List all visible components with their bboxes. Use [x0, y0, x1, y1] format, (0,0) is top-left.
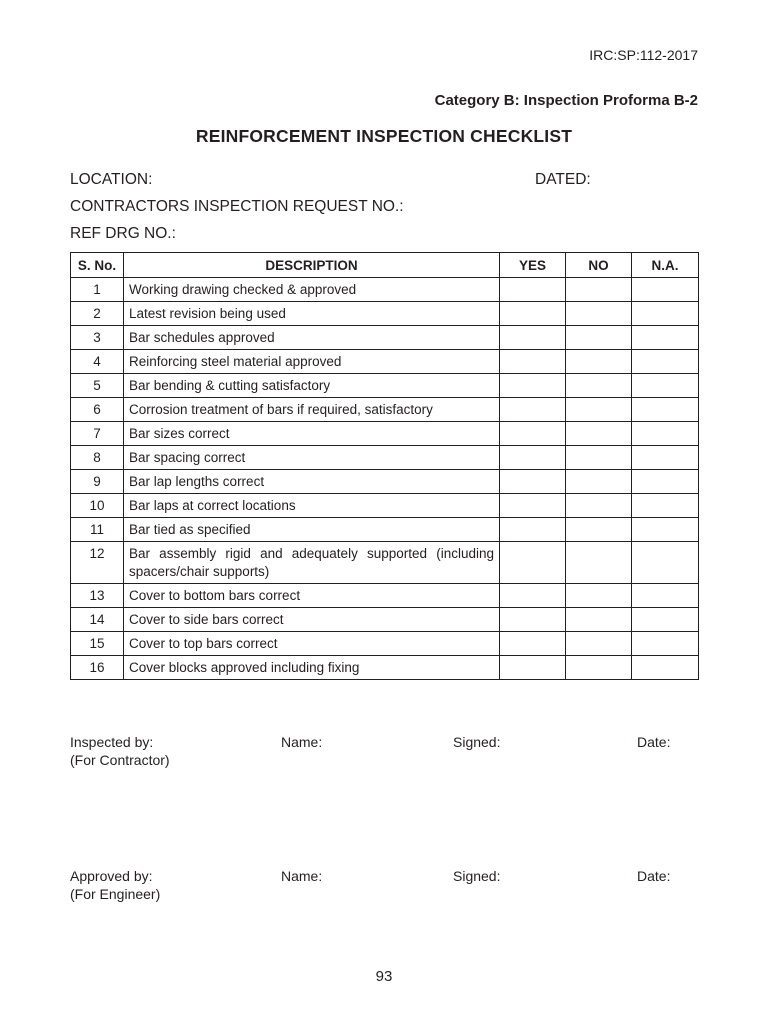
inspected-name-label: Name:: [281, 734, 323, 750]
check-cell-na[interactable]: [632, 518, 699, 542]
check-cell-no[interactable]: [566, 446, 632, 470]
table-row: [71, 518, 699, 542]
table-header-row: [71, 253, 699, 278]
check-cell-no[interactable]: [566, 608, 632, 632]
row-description: Bar lap lengths correct: [124, 470, 500, 494]
check-cell-no[interactable]: [566, 350, 632, 374]
check-cell-yes[interactable]: [500, 398, 566, 422]
check-cell-no[interactable]: [566, 656, 632, 680]
page-number: 93: [375, 968, 393, 985]
check-cell-yes[interactable]: [500, 656, 566, 680]
dated-label: DATED:: [535, 171, 591, 188]
check-cell-yes[interactable]: [500, 350, 566, 374]
row-description: Bar assembly rigid and adequately supported (including spacers/chair supports): [124, 542, 500, 584]
row-serial-number: 13: [71, 584, 124, 608]
row-description: Bar sizes correct: [124, 422, 500, 446]
row-serial-number: 7: [71, 422, 124, 446]
check-cell-na[interactable]: [632, 398, 699, 422]
check-cell-no[interactable]: [566, 374, 632, 398]
row-serial-number: 6: [71, 398, 124, 422]
row-serial-number: 8: [71, 446, 124, 470]
row-serial-number: 1: [71, 278, 124, 302]
check-cell-no[interactable]: [566, 518, 632, 542]
row-description: Cover blocks approved including fixing: [124, 656, 500, 680]
row-description: Cover to top bars correct: [124, 632, 500, 656]
row-serial-number: 2: [71, 302, 124, 326]
check-cell-no[interactable]: [566, 278, 632, 302]
row-serial-number: 5: [71, 374, 124, 398]
approved-by-sublabel: (For Engineer): [70, 886, 161, 902]
table-row: [71, 350, 699, 374]
row-serial-number: 12: [71, 542, 124, 584]
check-cell-na[interactable]: [632, 494, 699, 518]
row-description: Bar tied as specified: [124, 518, 500, 542]
table-row: [71, 422, 699, 446]
category-heading: Category B: Inspection Proforma B-2: [434, 92, 698, 109]
check-cell-na[interactable]: [632, 446, 699, 470]
row-serial-number: 15: [71, 632, 124, 656]
check-cell-yes[interactable]: [500, 422, 566, 446]
table-row: [71, 326, 699, 350]
inspected-signed-label: Signed:: [453, 734, 501, 750]
check-cell-no[interactable]: [566, 470, 632, 494]
check-cell-na[interactable]: [632, 470, 699, 494]
row-description: Working drawing checked & approved: [124, 278, 500, 302]
check-cell-na[interactable]: [632, 302, 699, 326]
row-serial-number: 9: [71, 470, 124, 494]
inspected-date-label: Date:: [637, 734, 671, 750]
row-description: Latest revision being used: [124, 302, 500, 326]
check-cell-yes[interactable]: [500, 608, 566, 632]
check-cell-no[interactable]: [566, 302, 632, 326]
check-cell-yes[interactable]: [500, 470, 566, 494]
check-cell-yes[interactable]: [500, 374, 566, 398]
column-header-no: NO: [566, 253, 632, 278]
table-row: [71, 608, 699, 632]
table-row: [71, 374, 699, 398]
row-serial-number: 4: [71, 350, 124, 374]
approved-name-label: Name:: [281, 868, 323, 884]
check-cell-yes[interactable]: [500, 278, 566, 302]
table-row: [71, 398, 699, 422]
check-cell-na[interactable]: [632, 542, 699, 584]
row-serial-number: 16: [71, 656, 124, 680]
check-cell-no[interactable]: [566, 422, 632, 446]
check-cell-no[interactable]: [566, 494, 632, 518]
column-header-sno: S. No.: [71, 253, 124, 278]
inspected-by-sublabel: (For Contractor): [70, 752, 170, 768]
check-cell-na[interactable]: [632, 374, 699, 398]
check-cell-no[interactable]: [566, 584, 632, 608]
table-row: [71, 542, 699, 584]
row-serial-number: 3: [71, 326, 124, 350]
location-label: LOCATION:: [70, 171, 153, 188]
check-cell-yes[interactable]: [500, 326, 566, 350]
inspection-request-label: CONTRACTORS INSPECTION REQUEST NO.:: [70, 198, 404, 215]
check-cell-yes[interactable]: [500, 584, 566, 608]
approved-date-label: Date:: [637, 868, 671, 884]
inspected-by-label: Inspected by:: [70, 734, 154, 750]
check-cell-na[interactable]: [632, 326, 699, 350]
document-code: IRC:SP:112-2017: [589, 47, 698, 63]
check-cell-na[interactable]: [632, 350, 699, 374]
check-cell-no[interactable]: [566, 326, 632, 350]
table-row: [71, 584, 699, 608]
row-description: Cover to bottom bars correct: [124, 584, 500, 608]
row-description: Bar laps at correct locations: [124, 494, 500, 518]
row-serial-number: 10: [71, 494, 124, 518]
column-header-na: N.A.: [632, 253, 699, 278]
table-row: [71, 446, 699, 470]
row-description: Bar schedules approved: [124, 326, 500, 350]
check-cell-na[interactable]: [632, 584, 699, 608]
page-title: REINFORCEMENT INSPECTION CHECKLIST: [195, 126, 573, 146]
table-row: [71, 632, 699, 656]
checklist-table: [70, 252, 699, 680]
check-cell-na[interactable]: [632, 608, 699, 632]
check-cell-yes[interactable]: [500, 518, 566, 542]
check-cell-na[interactable]: [632, 278, 699, 302]
ref-drawing-label: REF DRG NO.:: [70, 225, 176, 242]
check-cell-no[interactable]: [566, 542, 632, 584]
check-cell-na[interactable]: [632, 422, 699, 446]
table-row: [71, 494, 699, 518]
approved-signed-label: Signed:: [453, 868, 501, 884]
row-description: Bar bending & cutting satisfactory: [124, 374, 500, 398]
row-serial-number: 11: [71, 518, 124, 542]
check-cell-yes[interactable]: [500, 542, 566, 584]
check-cell-yes[interactable]: [500, 632, 566, 656]
row-serial-number: 14: [71, 608, 124, 632]
table-row: [71, 656, 699, 680]
row-description: Corrosion treatment of bars if required, satisfactory: [124, 398, 500, 422]
check-cell-yes[interactable]: [500, 494, 566, 518]
check-cell-na[interactable]: [632, 632, 699, 656]
table-row: [71, 302, 699, 326]
table-row: [71, 278, 699, 302]
check-cell-no[interactable]: [566, 632, 632, 656]
row-description: Cover to side bars correct: [124, 608, 500, 632]
column-header-yes: YES: [500, 253, 566, 278]
table-row: [71, 470, 699, 494]
check-cell-yes[interactable]: [500, 446, 566, 470]
column-header-description: DESCRIPTION: [124, 253, 500, 278]
approved-by-label: Approved by:: [70, 868, 153, 884]
row-description: Reinforcing steel material approved: [124, 350, 500, 374]
check-cell-no[interactable]: [566, 398, 632, 422]
row-description: Bar spacing correct: [124, 446, 500, 470]
check-cell-na[interactable]: [632, 656, 699, 680]
check-cell-yes[interactable]: [500, 302, 566, 326]
